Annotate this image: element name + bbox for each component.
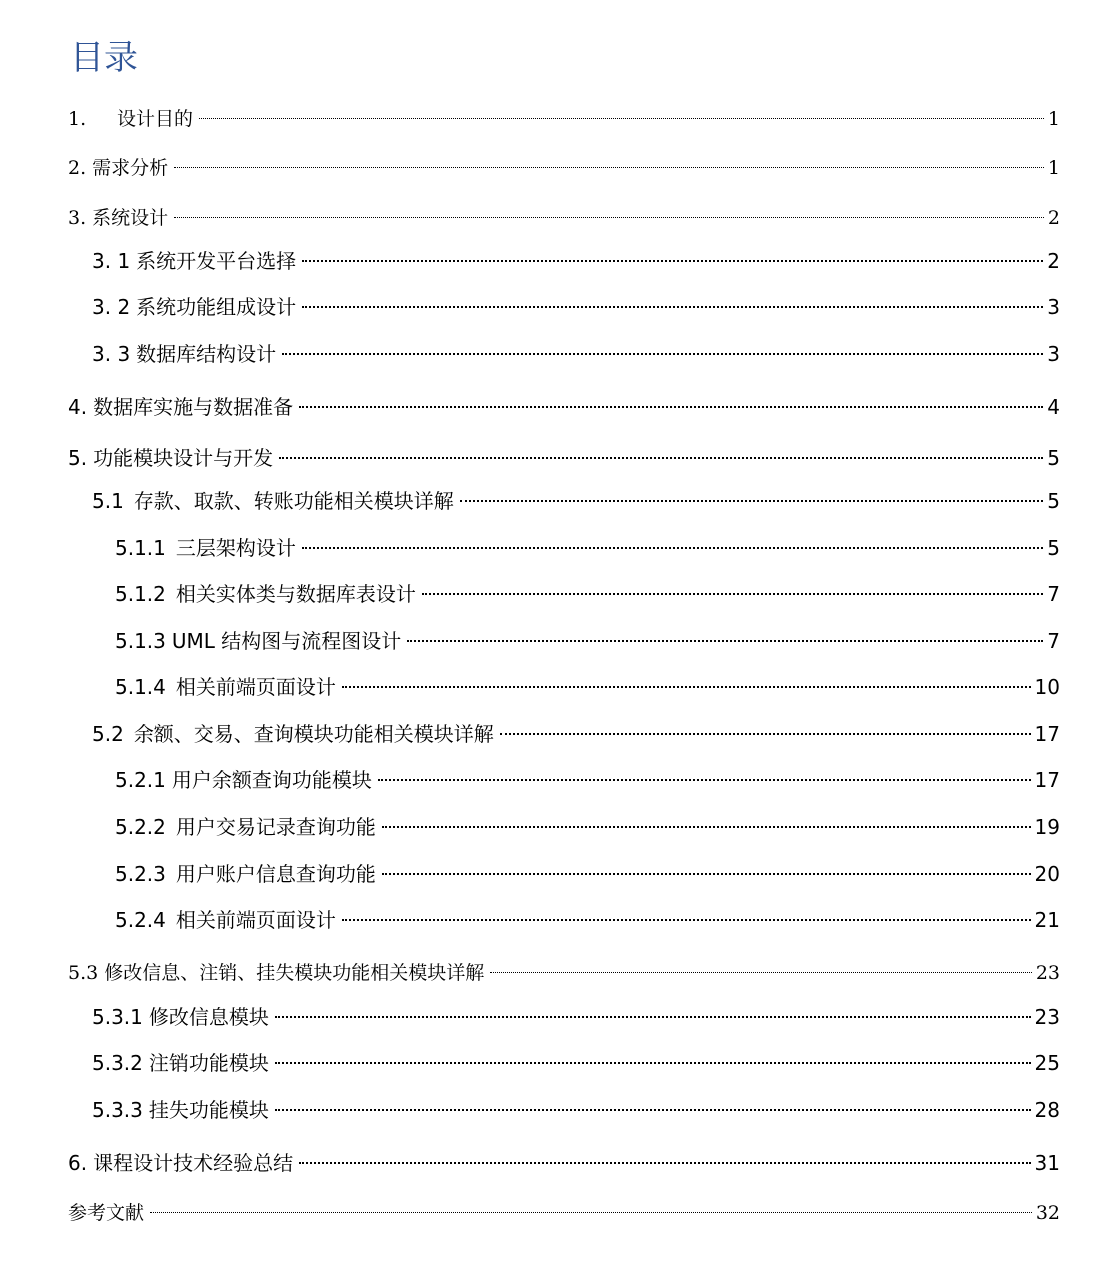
toc-entry-label: 课程设计技术经验总结 [93, 1151, 294, 1175]
toc-entry-page: 7 [1047, 582, 1060, 606]
toc-entry-number: 3. 2 [92, 295, 131, 319]
toc-entry-page: 10 [1034, 675, 1060, 699]
toc-entry-number: 5.1.4 [115, 675, 166, 699]
toc-entry-5-3-1[interactable] [92, 1002, 1060, 1032]
toc-entry-number: 5.3.1 [92, 1005, 143, 1029]
toc-leader-dots [275, 1062, 1031, 1064]
toc-leader-dots [460, 500, 1043, 502]
toc-leader-dots [490, 972, 1032, 973]
toc-entry-label: 功能模块设计与开发 [93, 446, 274, 470]
toc-entry-3-1[interactable] [92, 246, 1060, 276]
toc-entry-label: 存款、取款、转账功能相关模块详解 [133, 489, 454, 513]
toc-entry-page: 31 [1034, 1151, 1060, 1175]
toc-entry-label: 系统设计 [92, 207, 169, 229]
toc-leader-dots [199, 118, 1044, 119]
toc-entry-label: 用户余额查询功能模块 [171, 768, 372, 792]
toc-entry-label: 系统开发平台选择 [136, 249, 297, 273]
toc-entry-label: 相关前端页面设计 [175, 675, 336, 699]
toc-leader-dots [174, 167, 1044, 168]
toc-entry-label: 相关实体类与数据库表设计 [175, 582, 416, 606]
toc-leader-dots [378, 779, 1031, 781]
toc-entry-number: 2. [68, 157, 87, 179]
toc-entry-page: 23 [1035, 962, 1060, 984]
toc-entry-label: 修改信息、注销、挂失模块功能相关模块详解 [104, 962, 485, 984]
toc-entry-label: 需求分析 [92, 157, 169, 179]
toc-entry-5-3-3[interactable] [92, 1095, 1060, 1125]
toc-entry-number: 3. 3 [92, 342, 131, 366]
toc-entry-page: 32 [1035, 1202, 1060, 1224]
toc-entry-label: 余额、交易、查询模块功能相关模块详解 [133, 722, 494, 746]
toc-leader-dots [342, 686, 1031, 688]
toc-entry-label: 数据库结构设计 [136, 342, 277, 366]
toc-leader-dots [382, 873, 1031, 875]
toc-entry-5[interactable] [68, 443, 1060, 473]
toc-entry-label: 相关前端页面设计 [175, 908, 336, 932]
toc-entry-page: 2 [1047, 249, 1060, 273]
toc-entry-number: 4. [68, 395, 88, 419]
toc-entry-number: 3. [68, 207, 87, 229]
toc-entry-number: 5.3 [68, 962, 99, 984]
toc-entry-label: UML 结构图与流程图设计 [171, 629, 402, 653]
toc-entry-page: 1 [1047, 157, 1060, 179]
toc-entry-number: 5.3.3 [92, 1098, 143, 1122]
toc-entry-page: 4 [1047, 395, 1060, 419]
toc-entry-label: 修改信息模块 [148, 1005, 269, 1029]
toc-entry-page: 28 [1034, 1098, 1060, 1122]
toc-entry-references[interactable] [68, 1198, 1060, 1228]
toc-entry-5-2-3[interactable] [115, 859, 1060, 889]
toc-entry-page: 5 [1047, 489, 1060, 513]
toc-leader-dots [422, 593, 1043, 595]
toc-leader-dots [500, 733, 1031, 735]
toc-entry-page: 17 [1034, 722, 1060, 746]
toc-entry-page: 19 [1034, 815, 1060, 839]
toc-entry-3[interactable] [68, 203, 1060, 233]
toc-entry-number: 5.2.1 [115, 768, 166, 792]
toc-leader-dots [150, 1212, 1032, 1213]
toc-entry-number: 5.1.1 [115, 536, 166, 560]
toc-entry-5-1-2[interactable] [115, 579, 1060, 609]
toc-entry-label: 三层架构设计 [175, 536, 296, 560]
toc-entry-5-2[interactable] [92, 719, 1060, 749]
toc-entry-number: 3. 1 [92, 249, 131, 273]
toc-entry-label: 数据库实施与数据准备 [93, 395, 294, 419]
toc-leader-dots [302, 547, 1043, 549]
toc-entry-number: 5.1.2 [115, 582, 166, 606]
toc-entry-label: 系统功能组成设计 [136, 295, 297, 319]
toc-entry-page: 23 [1034, 1005, 1060, 1029]
toc-entry-5-1-4[interactable] [115, 672, 1060, 702]
toc-entry-page: 20 [1034, 862, 1060, 886]
toc-entry-5-2-2[interactable] [115, 812, 1060, 842]
toc-entry-page: 21 [1034, 908, 1060, 932]
toc-entry-label: 挂失功能模块 [148, 1098, 269, 1122]
toc-entry-4[interactable] [68, 392, 1060, 422]
toc-leader-dots [275, 1016, 1031, 1018]
toc-title: 目录 [70, 38, 138, 78]
toc-entry-page: 25 [1034, 1051, 1060, 1075]
toc-entry-number: 5.2.3 [115, 862, 166, 886]
toc-entry-page: 3 [1047, 342, 1060, 366]
toc-leader-dots [299, 1162, 1030, 1164]
toc-entry-number: 5.1.3 [115, 629, 166, 653]
toc-entry-5-1-3[interactable] [115, 626, 1060, 656]
toc-entry-number: 1. [68, 108, 87, 130]
toc-leader-dots [299, 406, 1043, 408]
toc-entry-page: 7 [1047, 629, 1060, 653]
toc-entry-1[interactable] [68, 104, 1060, 134]
toc-entry-3-2[interactable] [92, 292, 1060, 322]
toc-entry-6[interactable] [68, 1148, 1060, 1178]
toc-entry-number: 5.2.4 [115, 908, 166, 932]
toc-entry-3-3[interactable] [92, 339, 1060, 369]
toc-leader-dots [382, 826, 1031, 828]
toc-entry-5-3-2[interactable] [92, 1048, 1060, 1078]
toc-entry-number: 6. [68, 1151, 88, 1175]
toc-entry-number: 5.2.2 [115, 815, 166, 839]
toc-leader-dots [174, 217, 1044, 218]
toc-entry-2[interactable] [68, 153, 1060, 183]
toc-entry-5-2-1[interactable] [115, 765, 1060, 795]
toc-entry-number: 5. [68, 446, 88, 470]
toc-leader-dots [279, 457, 1043, 459]
toc-entry-5-3[interactable] [68, 958, 1060, 988]
toc-entry-page: 5 [1047, 536, 1060, 560]
toc-leader-dots [275, 1109, 1031, 1111]
toc-entry-number: 5.1 [92, 489, 124, 513]
toc-entry-page: 17 [1034, 768, 1060, 792]
toc-leader-dots [342, 919, 1031, 921]
toc-leader-dots [302, 306, 1043, 308]
toc-entry-page: 5 [1047, 446, 1060, 470]
toc-entry-label: 设计目的 [117, 108, 194, 130]
toc-entry-5-1-1[interactable] [115, 533, 1060, 563]
toc-leader-dots [407, 640, 1043, 642]
toc-entry-label: 用户交易记录查询功能 [175, 815, 376, 839]
toc-entry-label: 用户账户信息查询功能 [175, 862, 376, 886]
toc-entry-number: 5.3.2 [92, 1051, 143, 1075]
toc-entry-label: 注销功能模块 [148, 1051, 269, 1075]
toc-entry-5-1[interactable] [92, 486, 1060, 516]
toc-leader-dots [302, 260, 1043, 262]
toc-entry-page: 3 [1047, 295, 1060, 319]
toc-entry-number: 5.2 [92, 722, 124, 746]
toc-entry-5-2-4[interactable] [115, 905, 1060, 935]
toc-entry-page: 2 [1047, 207, 1060, 229]
toc-entry-label: 参考文献 [68, 1202, 145, 1224]
toc-leader-dots [282, 353, 1043, 355]
toc-entry-page: 1 [1047, 108, 1060, 130]
